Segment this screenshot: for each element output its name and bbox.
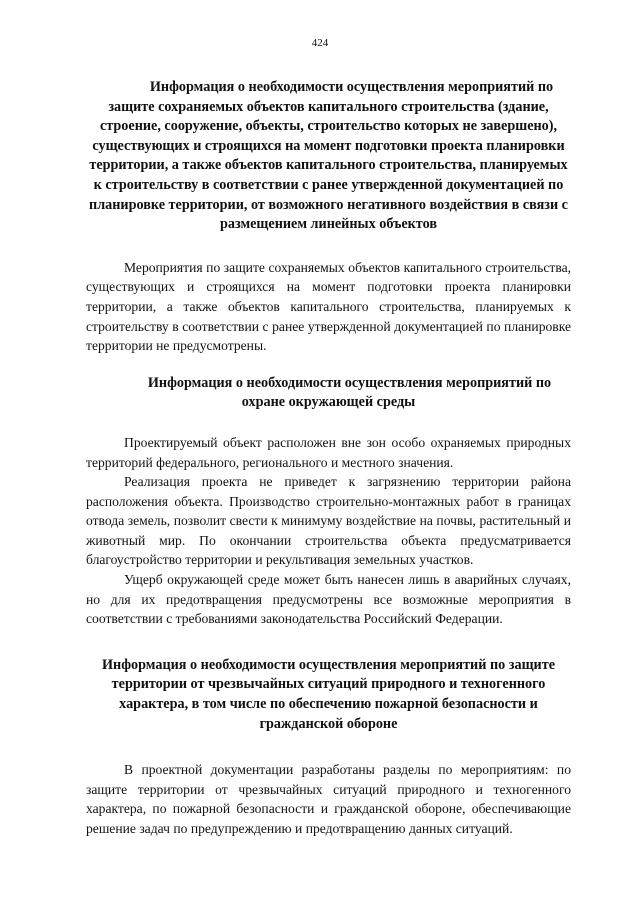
- page-number: 424: [311, 37, 329, 49]
- section-paragraph: Реализация проекта не приведет к загрязнению территории района расположения объекта. Производство строительно-монтажных работ в границах отвода земель, позволит свести к минимуму воздействие на почвы, растительный и животный мир. По окончании строительства объекта предусматривается благоустройство территории и рекультивация земельных участков.: [86, 474, 571, 568]
- section-heading: Информация о необходимости осуществления мероприятий по защите территории от чрезвычайных ситуаций природного и техногенного характера, в том числе по обеспечению пожарной безопасности и гражданской обороне: [101, 656, 555, 732]
- document-body: [86, 78, 571, 839]
- section-heading: Информация о необходимости осуществления мероприятий по защите сохраняемых объектов капитального строительства (здание, строение, сооружение, объекты, строительство которых не завершено), существующих и строящихся на момент подготовки проекта планировки территории, а также объектов капитального строительства, планируемых к строительству в соответствии с ранее утвержденной документацией по планировке территории, от возможного негативного воздействия в связи с размещением линейных объектов: [89, 79, 568, 233]
- section-paragraph: В проектной документации разработаны разделы по мероприятиям: по защите территории от чрезвычайных ситуаций природного и техногенного характера, по пожарной безопасности и гражданской обороне, обеспечивающие решение задач по предупреждению и предотвращению данных ситуаций.: [86, 762, 571, 836]
- section-paragraph: Проектируемый объект расположен вне зон особо охраняемых природных территорий федерального, регионального и местного значения.: [86, 434, 571, 470]
- section-emergency-protection: [86, 656, 571, 839]
- section-paragraph: Ущерб окружающей среде может быть нанесен лишь в аварийных случаях, но для их предотвращения предусмотрены все возможные мероприятия в соответствии с требованиями законодательства Российский Федерации.: [86, 572, 571, 627]
- section-environmental-protection: [86, 374, 571, 629]
- section-paragraph: Мероприятия по защите сохраняемых объектов капитального строительства, существующих и строящихся на момент подготовки проекта планировки территории, а также объектов капитального строительства, планируемых к строительству в соответствии с ранее утвержденной документацией по планировке территории не предусмотрены.: [86, 259, 571, 354]
- section-protection-of-capital-construction: [86, 78, 571, 356]
- section-heading: Информация о необходимости осуществления мероприятий по охране окружающей среды: [147, 374, 552, 411]
